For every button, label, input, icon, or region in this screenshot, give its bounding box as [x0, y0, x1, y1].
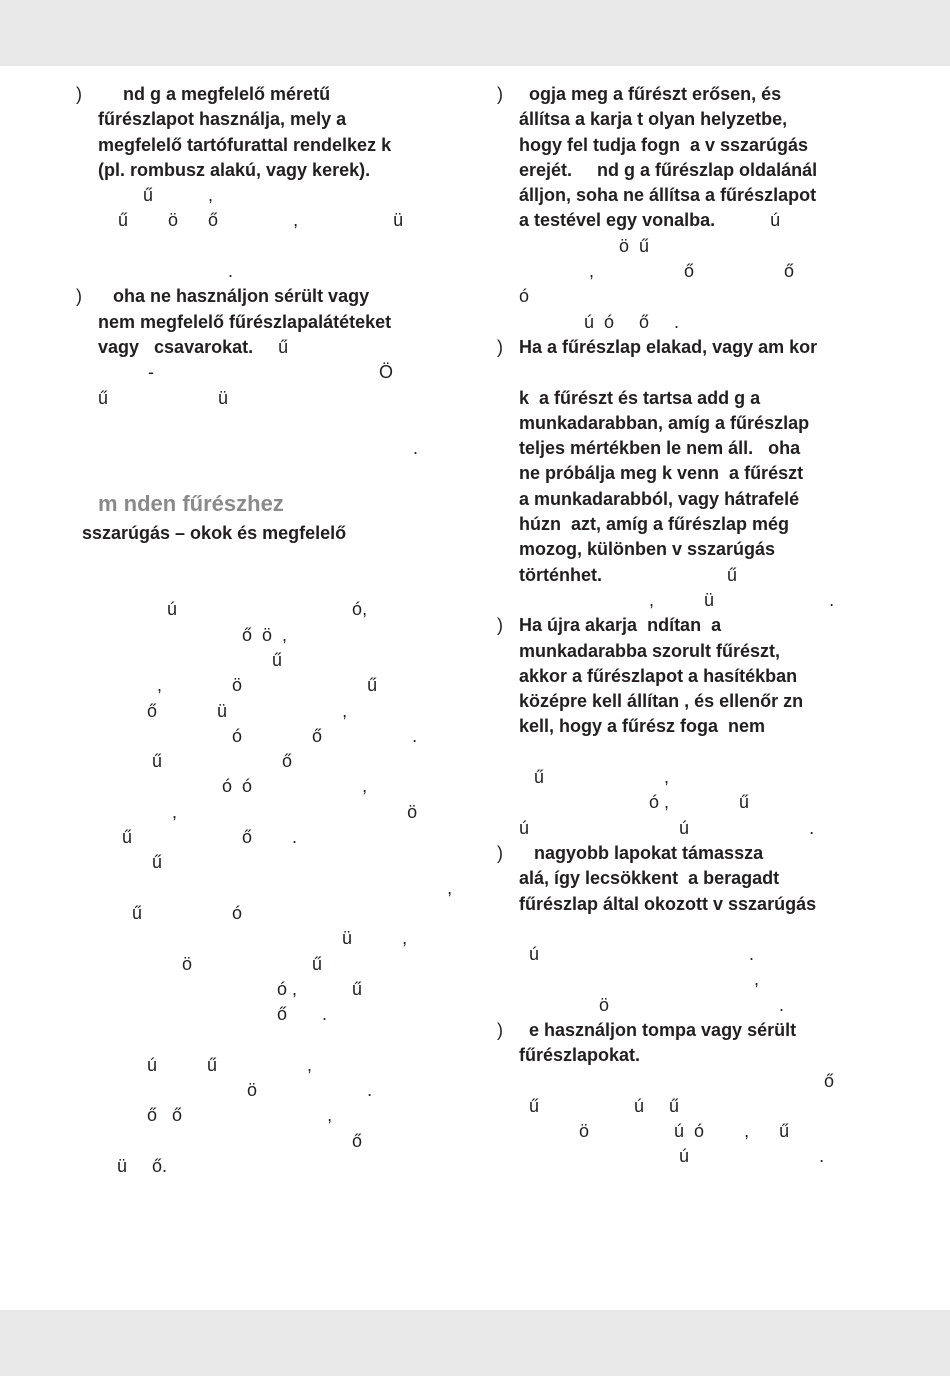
text-fragment: ö .	[82, 1079, 373, 1100]
text-fragment: ú ű ,	[82, 1054, 313, 1075]
bold-line: (pl. rombusz alakú, vagy kerek).	[98, 159, 371, 180]
text-fragment	[519, 740, 897, 765]
bullet-marker: )	[497, 615, 503, 636]
text-fragment: ó ő .	[82, 725, 418, 746]
text-fragment: .	[98, 261, 234, 282]
text-fragment	[82, 1027, 476, 1052]
text-fragment: ú ó ő .	[519, 311, 680, 332]
text-fragment: ,	[82, 877, 453, 898]
text-fragment	[98, 234, 476, 259]
text-fragment: ú	[715, 210, 781, 231]
top-margin-band	[0, 0, 950, 66]
text-fragment: ű	[82, 649, 283, 670]
text-fragment: ó , ű	[82, 978, 363, 999]
text-fragment: ó ó ,	[82, 776, 368, 797]
text-fragment: ,	[519, 969, 760, 990]
bold-line: a munkadarabból, vagy hátrafelé	[519, 488, 800, 509]
right-bullet-item-4	[497, 841, 897, 1018]
text-fragment: ü ő.	[82, 1155, 168, 1176]
text-fragment	[82, 572, 476, 597]
bold-line: állítsa a karja t olyan helyzetbe,	[519, 109, 788, 130]
bottom-margin-band	[0, 1310, 950, 1376]
bold-text: történhet.	[519, 564, 602, 585]
text-fragment: ö ú ó , ű	[519, 1121, 790, 1142]
bold-line: hogy fel tudja fogn a v sszarúgás	[519, 134, 809, 155]
bold-text: vagy csavarokat.	[98, 336, 254, 357]
text-fragment: , ö	[82, 801, 418, 822]
bold-line	[519, 208, 897, 233]
bold-line: teljes mértékben le nem áll. oha	[519, 438, 801, 459]
text-fragment: ó	[519, 286, 530, 307]
text-fragment	[519, 917, 897, 942]
right-bullet-item-1	[497, 82, 897, 335]
bold-line: fűrészlapot használja, mely a	[98, 109, 347, 130]
bold-line: húzn azt, amíg a fűrészlap még	[519, 514, 790, 535]
bold-line: mozog, különben v sszarúgás	[519, 539, 776, 560]
right-column	[497, 82, 897, 1170]
text-fragment: ű ú ű	[519, 1095, 680, 1116]
text-fragment: ő ö ,	[82, 624, 288, 645]
text-fragment: ő .	[82, 1004, 328, 1025]
text-fragment: - Ö	[98, 362, 394, 383]
text-fragment: ú .	[519, 1146, 825, 1167]
text-fragment: ö ű	[519, 235, 650, 256]
bold-line: ne próbálja meg k venn a fűrészt	[519, 463, 804, 484]
text-fragment: ű ,	[519, 767, 670, 788]
text-fragment: ú .	[519, 944, 755, 965]
text-fragment: , ö ű	[82, 675, 378, 696]
bold-text: a testével egy vonalba.	[519, 210, 716, 231]
bullet-marker: )	[76, 286, 82, 307]
left-column	[76, 82, 476, 1179]
bold-line: fűrészlapokat.	[519, 1045, 641, 1066]
right-bullet-item-2	[497, 335, 897, 613]
bold-line: nem megfelelő fűrészlapalátéteket	[98, 311, 392, 332]
text-fragment: ö ű	[82, 953, 323, 974]
bullet-marker: )	[497, 842, 503, 863]
text-fragment: , ő ő	[519, 261, 795, 282]
text-fragment: ő ü ,	[82, 700, 348, 721]
bold-line	[519, 563, 897, 588]
text-fragment: ő	[519, 1070, 835, 1091]
text-fragment: ö .	[519, 994, 785, 1015]
text-fragment	[98, 411, 476, 436]
section-heading: m nden fűrészhez	[98, 491, 284, 517]
text-fragment: ű ö ő , ü	[98, 210, 404, 231]
text-fragment: ű ,	[98, 185, 214, 206]
bold-line: fűrészlap által okozott v sszarúgás	[519, 893, 817, 914]
text-fragment: ő ő ,	[82, 1105, 333, 1126]
text-fragment: ú ú .	[519, 817, 815, 838]
text-fragment	[82, 547, 476, 572]
text-fragment: ú ó,	[82, 599, 368, 620]
bullet-marker: )	[497, 1019, 503, 1040]
bold-line: alá, így lecsökkent a beragadt	[519, 868, 780, 889]
text-fragment: ó , ű	[519, 792, 750, 813]
text-fragment: ű ő	[82, 751, 293, 772]
bold-line: megfelelő tartófurattal rendelkez k	[98, 134, 392, 155]
bullet-marker: )	[497, 336, 503, 357]
bold-line: kell, hogy a fűrész foga nem	[519, 716, 766, 737]
text-fragment: .	[98, 438, 419, 459]
text-fragment: ű	[82, 852, 163, 873]
bold-line: álljon, soha ne állítsa a fűrészlapot	[519, 185, 817, 206]
bold-line: nagyobb lapokat támassza	[519, 842, 764, 863]
bold-line	[98, 335, 476, 360]
left-bullet-item-2	[76, 284, 476, 461]
bold-line: Ha újra akarja ndítan a	[519, 615, 722, 636]
section-subheading: sszarúgás – okok és megfelelő	[82, 523, 347, 544]
bold-line: erejét. nd g a fűrészlap oldalánál	[519, 159, 818, 180]
text-fragment: ű	[253, 336, 289, 357]
left-bullet-item-1	[76, 82, 476, 284]
bold-line: ogja meg a fűrészt erősen, és	[519, 84, 782, 104]
right-bullet-item-5	[497, 1018, 897, 1170]
text-fragment: ű	[602, 564, 738, 585]
text-fragment: ő	[82, 1130, 363, 1151]
bold-line: munkadarabba szorult fűrészt,	[519, 640, 781, 661]
bold-line: Ha a fűrészlap elakad, vagy am kor	[519, 336, 818, 357]
right-bullet-item-3	[497, 613, 897, 841]
bold-line	[519, 360, 897, 385]
text-fragment: ű ő .	[82, 827, 298, 848]
text-fragment: , ü .	[519, 589, 835, 610]
bold-line: nd g a megfelelő méretű	[98, 84, 331, 104]
bold-line: e használjon tompa vagy sérült	[519, 1019, 797, 1040]
bullet-marker: )	[76, 84, 82, 104]
bold-line: akkor a fűrészlapot a hasítékban	[519, 665, 798, 686]
bold-line: munkadarabban, amíg a fűrészlap	[519, 412, 810, 433]
left-body-fragments	[76, 547, 476, 1179]
bullet-marker: )	[497, 84, 503, 104]
bold-line: k a fűrészt és tartsa add g a	[519, 387, 761, 408]
text-fragment: ü ,	[82, 928, 408, 949]
bold-line: oha ne használjon sérült vagy	[98, 286, 370, 307]
text-fragment: ű ó	[82, 902, 243, 923]
bold-line: középre kell állítan , és ellenőr zn	[519, 691, 804, 712]
text-fragment: ű ü	[98, 387, 229, 408]
